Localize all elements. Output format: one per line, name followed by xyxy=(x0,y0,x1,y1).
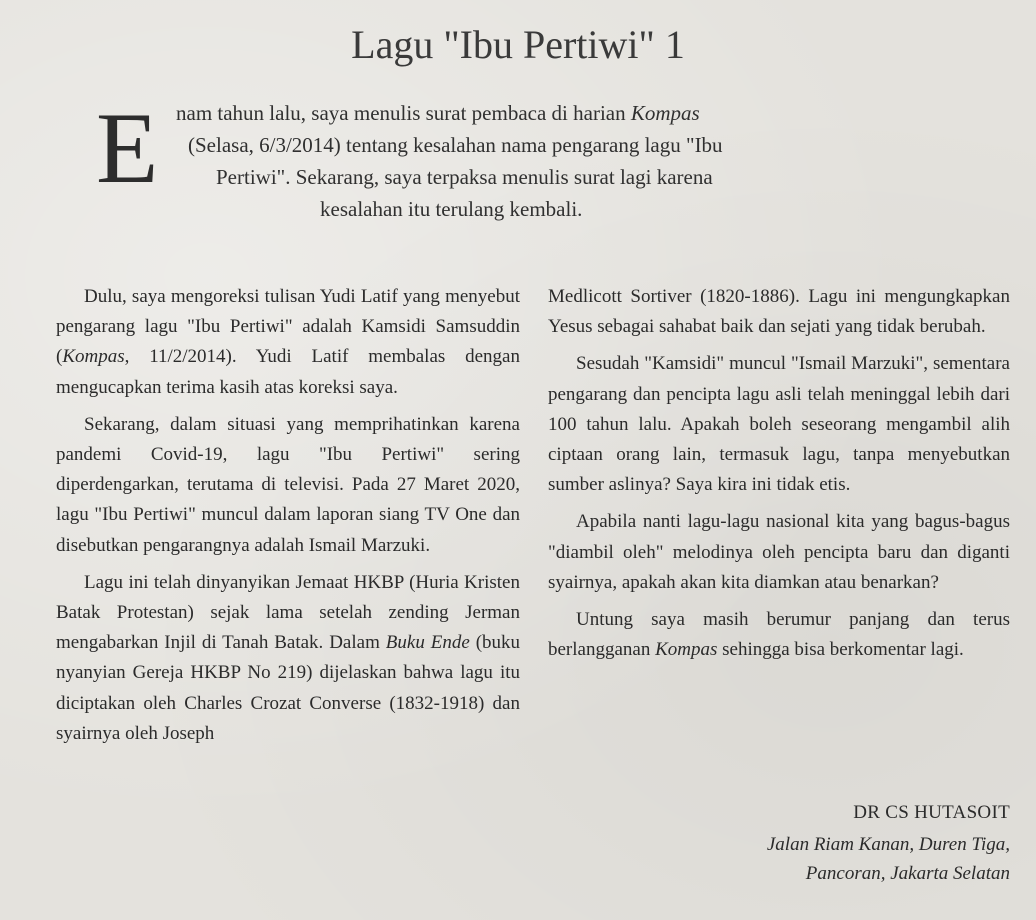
lead-line-3: Pertiwi". Sekarang, saya terpaksa menulis surat lagi karena xyxy=(216,165,713,189)
text-run: Sekarang, dalam situasi yang memprihatinkan karena pandemi Covid-19, lagu "Ibu Pertiwi" sering diperdengarkan, terutama di televisi. Pada 27 Maret 2020, lagu "Ibu Pertiwi" muncul dalam laporan siang TV One dan disebutkan pengarangnya adalah Ismail Marzuki. xyxy=(56,413,520,556)
text-run: (buku nyanyian Gereja HKBP No 219) dijelaskan bahwa lagu itu diciptakan oleh Charles Crozat Converse (1832-1918) dan syairnya oleh Joseph xyxy=(56,632,521,744)
lead-line-1 xyxy=(176,98,700,128)
body-column-right xyxy=(548,282,1010,665)
paragraph xyxy=(56,568,520,749)
lead-kompas: Kompas xyxy=(630,101,700,125)
author-name: DR CS HUTASOIT xyxy=(853,802,1010,823)
paragraph xyxy=(548,282,1010,342)
text-run: Lagu ini telah dinyanyikan Jemaat HKBP (Huria Kristen Batak Protestan) sejak lama setelah zending Jerman mengabarkan Injil di Tanah Batak. Dalam xyxy=(56,571,520,654)
lead-line-4: kesalahan itu terulang kembali. xyxy=(320,197,583,221)
text-run: Sesudah "Kamsidi" muncul "Ismail Marzuki", sementara pengarang dan pencipta lagu asli telah meninggal lebih dari 100 tahun lalu. Apakah boleh seseorang mengambil alih ciptaan orang lain, termasuk lagu, tanpa menyebutkan sumber aslinya? Saya kira ini tidak etis. xyxy=(548,353,1010,496)
text-run-italic: Kompas xyxy=(655,639,718,661)
body-column-left xyxy=(56,282,520,749)
author-address-line-2: Pancoran, Jakarta Selatan xyxy=(805,863,1010,884)
paragraph xyxy=(56,282,520,403)
text-run: Untung saya masih berumur panjang dan terus berlangganan xyxy=(548,609,1010,661)
text-run: Medlicott Sortiver (1820-1886). Lagu ini mengungkapkan Yesus sebagai sahabat baik dan sejati yang tidak berubah. xyxy=(548,286,1010,338)
text-run: Apabila nanti lagu-lagu nasional kita yang bagus-bagus "diambil oleh" melodinya oleh pencipta baru dan diganti syairnya, apakah akan kita diamkan atau benarkan? xyxy=(548,511,1010,593)
paragraph xyxy=(548,349,1010,500)
text-run: sehingga bisa berkomentar lagi. xyxy=(717,639,964,661)
article-title: Lagu "Ibu Pertiwi" 1 xyxy=(351,22,685,67)
author-address-line-1: Jalan Riam Kanan, Duren Tiga, xyxy=(766,834,1010,855)
paragraph xyxy=(56,410,520,561)
paragraph xyxy=(548,605,1010,665)
lead-paragraph xyxy=(96,92,976,228)
lead-line-2: (Selasa, 6/3/2014) tentang kesalahan nama pengarang lagu "Ibu xyxy=(188,133,723,157)
paragraph xyxy=(548,507,1010,598)
text-run-italic: Kompas xyxy=(62,346,125,368)
text-run: , 11/2/2014). Yudi Latif membalas dengan mengucapkan terima kasih atas koreksi saya. xyxy=(56,346,520,398)
text-run: Dulu, saya mengoreksi tulisan Yudi Latif yang menyebut pengarang lagu "Ibu Pertiwi" adalah Kamsidi Samsuddin ( xyxy=(56,286,520,368)
lead-line-1-text: nam tahun lalu, saya menulis surat pembaca di harian xyxy=(176,101,626,125)
text-run-italic: Buku Ende xyxy=(385,632,470,654)
drop-cap: E xyxy=(96,92,159,205)
